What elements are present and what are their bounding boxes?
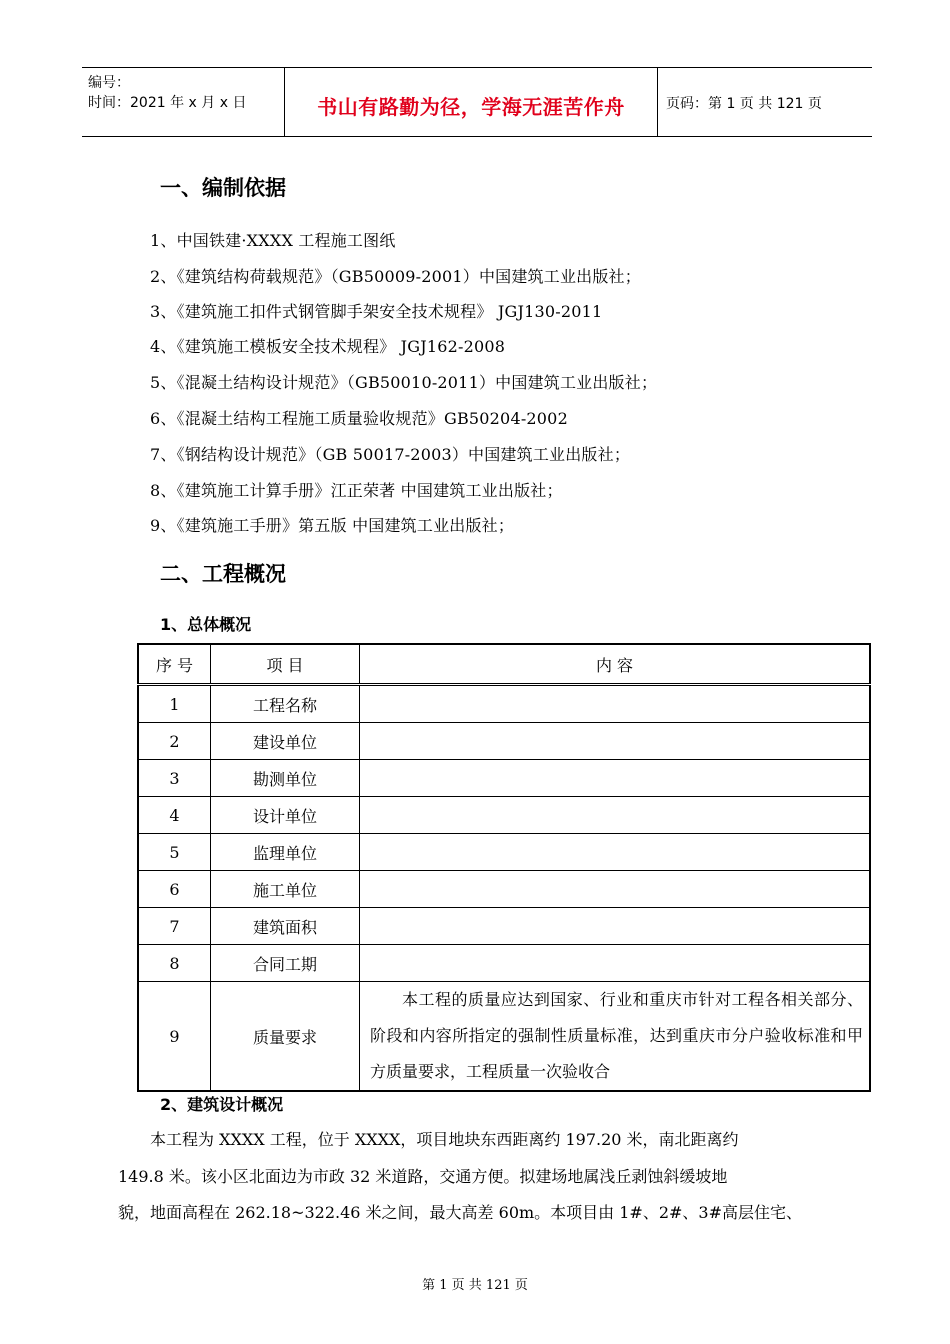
header-item: 项 目 <box>211 644 360 685</box>
table-row <box>138 982 870 1092</box>
table-row <box>138 945 870 982</box>
subsection-design: 2、建筑设计概况 <box>160 1095 284 1114</box>
row-content <box>360 797 871 834</box>
row-item: 建筑面积 <box>211 908 360 945</box>
paragraph-line: 貌，地面高程在 262.18~322.46 米之间，最大高差 60m。本项目由 1#、2#、3#高层住宅、 <box>118 1203 803 1222</box>
row-item: 建设单位 <box>211 723 360 760</box>
reference-item: 1、中国铁建·XXXX 工程施工图纸 <box>150 231 396 250</box>
table-row <box>138 871 870 908</box>
table-row <box>138 723 870 760</box>
row-item: 设计单位 <box>211 797 360 834</box>
section-title-basis: 一、编制依据 <box>160 176 286 200</box>
row-item: 施工单位 <box>211 871 360 908</box>
section-title-overview: 二、工程概况 <box>160 562 286 586</box>
paragraph-line: 本工程为 XXXX 工程，位于 XXXX，项目地块东西距离约 197.20 米，南北距离约 <box>150 1130 739 1149</box>
table-row <box>138 685 870 723</box>
table-header-row <box>138 644 870 685</box>
reference-item: 7、《钢结构设计规范》（GB 50017-2003）中国建筑工业出版社； <box>150 445 631 464</box>
row-content-quality: 本工程的质量应达到国家、行业和重庆市针对工程各相关部分、阶段和内容所指定的强制性质量标准，达到重庆市分户验收标准和甲方质量要求，工程质量一次验收合 <box>360 982 871 1092</box>
subsection-general: 1、总体概况 <box>160 615 252 634</box>
reference-item: 9、《建筑施工手册》第五版 中国建筑工业出版社； <box>150 516 515 535</box>
row-content <box>360 871 871 908</box>
motto: 书山有路勤为径，学海无涯苦作舟 <box>317 95 625 119</box>
row-content <box>360 760 871 797</box>
reference-item: 8、《建筑施工计算手册》江正荣著 中国建筑工业出版社； <box>150 481 563 500</box>
header-motto-cell <box>284 68 658 136</box>
row-item: 质量要求 <box>211 982 360 1092</box>
header-page-cell <box>658 68 872 136</box>
row-content <box>360 723 871 760</box>
row-content <box>360 834 871 871</box>
page-header <box>82 67 872 137</box>
date-line: 时间：2021 年 x 月 x 日 <box>88 95 247 111</box>
row-item: 勘测单位 <box>211 760 360 797</box>
table-row <box>138 834 870 871</box>
row-content <box>360 945 871 982</box>
reference-item: 6、《混凝土结构工程施工质量验收规范》GB50204-2002 <box>150 409 568 428</box>
row-no: 2 <box>138 723 211 760</box>
reference-item: 3、《建筑施工扣件式钢管脚手架安全技术规程》 JGJ130-2011 <box>150 302 603 321</box>
reference-item: 2、《建筑结构荷载规范》（GB50009-2001）中国建筑工业出版社； <box>150 267 641 286</box>
row-no: 1 <box>138 685 211 723</box>
row-no: 6 <box>138 871 211 908</box>
table-row <box>138 760 870 797</box>
row-no: 3 <box>138 760 211 797</box>
paragraph-line: 149.8 米。该小区北面边为市政 32 米道路，交通方便。拟建场地属浅丘剥蚀斜缓坡地 <box>118 1167 728 1186</box>
row-no: 5 <box>138 834 211 871</box>
page-info: 页码：第 1 页 共 121 页 <box>666 96 822 112</box>
page-footer: 第 1 页 共 121 页 <box>422 1278 528 1293</box>
row-content <box>360 908 871 945</box>
row-item: 监理单位 <box>211 834 360 871</box>
row-content <box>360 685 871 723</box>
header-meta <box>82 68 284 136</box>
row-item: 合同工期 <box>211 945 360 982</box>
row-no: 7 <box>138 908 211 945</box>
row-no: 8 <box>138 945 211 982</box>
header-content: 内 容 <box>360 644 871 685</box>
table-row <box>138 797 870 834</box>
overview-table <box>137 643 871 1092</box>
row-item: 工程名称 <box>211 685 360 723</box>
header-no: 序 号 <box>138 644 211 685</box>
row-no: 9 <box>138 982 211 1092</box>
row-no: 4 <box>138 797 211 834</box>
serial-label: 编号： <box>88 75 130 91</box>
reference-item: 4、《建筑施工模板安全技术规程》 JGJ162-2008 <box>150 337 506 356</box>
reference-item: 5、《混凝土结构设计规范》（GB50010-2011）中国建筑工业出版社； <box>150 373 658 392</box>
table-row <box>138 908 870 945</box>
